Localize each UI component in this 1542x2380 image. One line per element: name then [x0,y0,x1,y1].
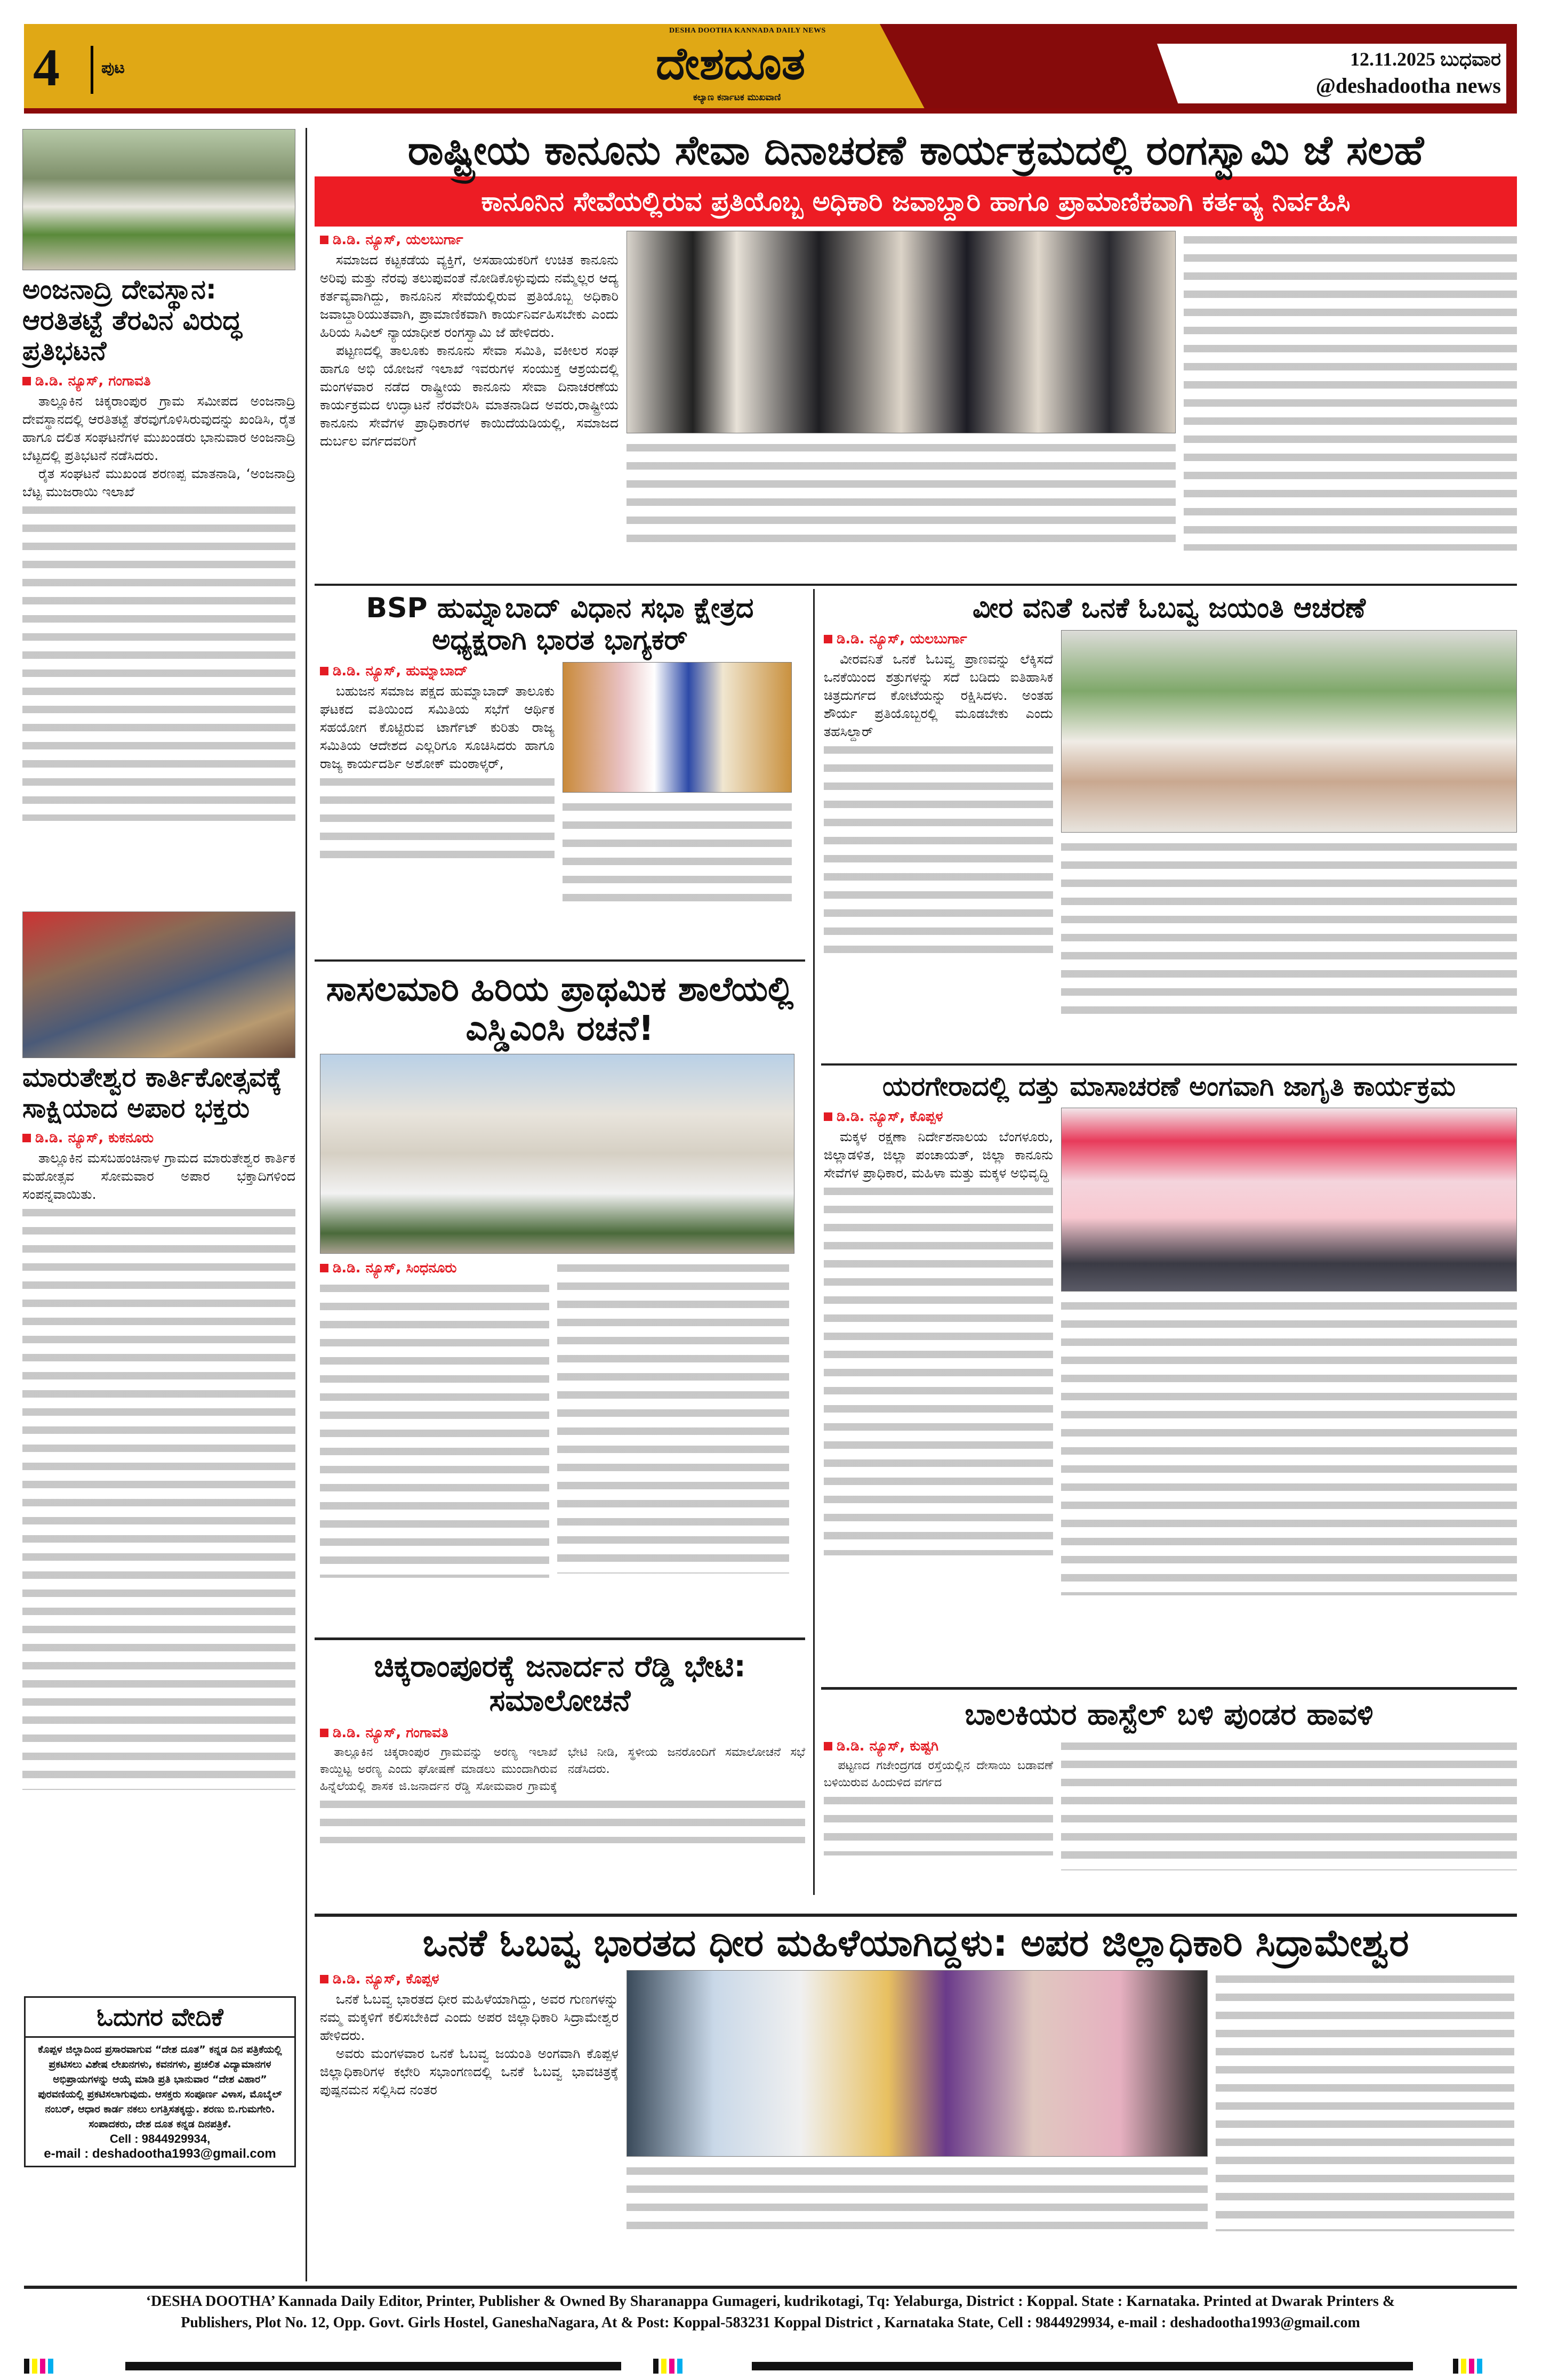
paragraph: ತಾಲ್ಲೂಕಿನ ಚಿಕ್ಕರಾಂಪುರ ಗ್ರಾಮ ಸಮೀಪದ ಅಂಜನಾದ್ರಿ ದೇವಸ್ಥಾನದಲ್ಲಿ ಆರತಿತಟ್ಟೆ ತೆರವುಗೊಳಿಸಿರುವುದನ್ನು ಖಂಡಿಸಿ, ರೈತ ಹಾಗೂ ದಲಿತ ಸಂಘಟನೆಗಳ ಮುಖಂಡರು ಭಾನುವಾರ ಅಂಜನಾದ್ರಿ ಬೆಟ್ಟದಲ್ಲಿ ಪ್ರತಿಭಟನೆ ನಡೆಸಿದರು. [22,393,295,463]
headline-maruteshwar: ಮಾರುತೇಶ್ವರ ಕಾರ್ತಿಕೋತ್ಸವಕ್ಕೆ ಸಾಕ್ಷಿಯಾದ ಅಪಾರ ಭಕ್ತರು [22,1062,282,1124]
byline: ಡಿ.ಡಿ. ನ್ಯೂಸ್, ಹುಮ್ನಾಬಾದ್ [320,662,555,680]
headline-sasalamari: ಸಾಸಲಮಾರಿ ಹಿರಿಯ ಪ್ರಾಥಮಿಕ ಶಾಲೆಯಲ್ಲಿ ಎಸ್ಡಿಎಂಸಿ ರಚನೆ! [326,970,794,1048]
registration-mark [1469,2359,1474,2374]
readers-forum-body: ಕೊಪ್ಪಳ ಜಿಲ್ಲಾದಿಂದ ಪ್ರಸಾರವಾಗುವ “ದೇಶ ದೂತ” ಕನ್ನಡ ದಿನ ಪತ್ರಿಕೆಯಲ್ಲಿ ಪ್ರಕಟಿಸಲು ವಿಶೇಷ ಲೇಖನಗಳು, ಕವನಗಳು, ಪ್ರಚಲಿತ ವಿದ್ಯಾಮಾನಗಳ ಅಭಿಪ್ರಾಯಗಳನ್ನು ಆಯ್ಕೆ ಮಾಡಿ ಪ್ರತಿ ಭಾನುವಾರ “ದೇಶ ವಿಹಾರ” ಪುರವಣಿಯಲ್ಲಿ ಪ್ರಕಟಿಸಲಾಗುವುದು. ಆಸಕ್ತರು ಸಂಪೂರ್ಣ ವಿಳಾಸ, ಮೊಬೈಲ್ ನಂಬರ್, ಆಧಾರ ಕಾರ್ಡ ನಕಲು ಲಗತ್ತಿಸತಕ್ಕದ್ದು. ಶರಣು ಬಿ.ಗುಮಗೇರಿ. ಸಂಪಾದಕರು, ದೇಶ ದೂತ ಕನ್ನಡ ದಿನಪತ್ರಿಕೆ. [38,2044,282,2130]
article-anjanadri [22,129,295,821]
logo-subtitle: ಕಲ್ಯಾಣ ಕರ್ನಾಟಕ ಮುಖವಾಣಿ [693,92,781,103]
paragraph: ಅವರು ಮಂಗಳವಾರ ಒನಕೆ ಓಬವ್ವ ಜಯಂತಿ ಅಂಗವಾಗಿ ಕೊಪ್ಪಳ ಜಿಲ್ಲಾಧಿಕಾರಿಗಳ ಕಛೇರಿ ಸಭಾಂಗಣದಲ್ಲಿ ಒನಕೆ ಓಬವ್ವ ಭಾವಚಿತ್ರಕ್ಕೆ ಪುಷ್ಪನಮನ ಸಲ್ಲಿಸಿದ ನಂತರ [320,2045,619,2097]
printer-bar [125,2362,621,2370]
readers-forum-email: e-mail : deshadootha1993@gmail.com [44,2147,276,2161]
social-handle: @deshadootha news [1315,74,1501,98]
article-yaragera [821,1071,1517,1595]
registration-mark [669,2359,674,2374]
divider [315,1637,805,1640]
article-bsp [315,593,805,905]
registration-mark [661,2359,666,2374]
photo-sdmc [320,1054,794,1254]
divider [315,959,805,962]
readers-forum-cell: Cell : 9844929934, [109,2132,211,2145]
headline-chikkarampur: ಚಿಕ್ಕರಾಂಪೂರಕ್ಕೆ ಜನಾರ್ದನ ರೆಡ್ಡಿ ಭೇಟಿ: ಸಮಾಲೋಚನೆ [374,1649,746,1719]
byline: ಡಿ.ಡಿ. ನ್ಯೂಸ್, ಕೊಪ್ಪಳ [320,1970,619,1988]
divider [24,2286,1517,2289]
divider [821,1063,1517,1066]
byline: ಡಿ.ಡಿ. ನ್ಯೂಸ್, ಸಿಂಧನೂರು [320,1259,549,1277]
text-continuation [1061,838,1517,1014]
text-continuation [320,1279,549,1578]
photo-obavva-tribute [627,1970,1208,2157]
byline: ಡಿ.ಡಿ. ನ್ಯೂಸ್, ಕೊಪ್ಪಳ [824,1108,1053,1126]
registration-mark [1477,2359,1482,2374]
registration-mark [677,2359,682,2374]
headline-main: ರಾಷ್ಟ್ರೀಯ ಕಾನೂನು ಸೇವಾ ದಿನಾಚರಣೆ ಕಾರ್ಯಕ್ರಮದಲ್ಲಿ ರಂಗಸ್ವಾಮಿ ಜೆ ಸಲಹೆ [407,126,1424,174]
printer-bar [752,2362,1413,2370]
byline: ಡಿ.ಡಿ. ನ್ಯೂಸ್, ಕುಷ್ಟಗಿ [824,1737,1053,1755]
registration-mark [48,2359,53,2374]
registration-mark [1453,2359,1458,2374]
registration-mark [653,2359,658,2374]
readers-forum-box [24,1996,296,2167]
divider [91,46,93,94]
text-continuation [1184,231,1517,551]
text-continuation [824,1182,1053,1555]
text-continuation [557,1259,789,1574]
text-continuation [563,798,792,905]
registration-mark [40,2359,45,2374]
article-obavva-koppal [315,1922,1517,2231]
byline: ಡಿ.ಡಿ. ನ್ಯೂಸ್, ಗಂಗಾವತಿ [22,372,295,390]
photo-devotees [22,911,295,1058]
article-maruteshwar [22,911,295,1790]
registration-mark [1461,2359,1466,2374]
text-continuation [1061,1297,1517,1595]
byline: ಡಿ.ಡಿ. ನ್ಯೂಸ್, ಗಂಗಾವತಿ [320,1724,805,1742]
divider [315,1914,1517,1917]
divider [315,584,1517,586]
imprint-footer [24,2291,1517,2334]
column-divider [306,128,307,2281]
text-continuation [627,439,1176,545]
paragraph: ಪಟ್ಟಣದಲ್ಲಿ ತಾಲೂಕು ಕಾನೂನು ಸೇವಾ ಸಮಿತಿ, ವಕೀಲರ ಸಂಘ ಹಾಗೂ ಅಭಿ ಯೋಜನೆ ಇಲಾಖೆ ಇವರುಗಳ ಸಂಯುಕ್ತ ಆಶ್ರಯದಲ್ಲಿ ಮಂಗಳವಾರ ನಡೆದ ರಾಷ್ಟ್ರೀಯ ಕಾನೂನು ಸೇವಾ ದಿನಾಚರಣೆಯ ಕಾರ್ಯಕ್ರಮದ ಉದ್ಘಾಟನೆ ನೆರವೇರಿಸಿ ಮಾತನಾಡಿದ ಅವರು,ರಾಷ್ಟ್ರೀಯ ಕಾನೂನು ಸೇವೆಗಳ ಪ್ರಾಧಿಕಾರಗಳ ಕಾಯಿದೆಯಡಿಯಲ್ಲಿ, ಸಮಾಜದ ದುರ್ಬಲ ವರ್ಗದವರಿಗೆ [320,343,619,449]
byline: ಡಿ.ಡಿ. ನ್ಯೂಸ್, ಯಲಬುರ್ಗಾ [824,630,1053,648]
subheadline-banner: ಕಾನೂನಿನ ಸೇವೆಯಲ್ಲಿರುವ ಪ್ರತಿಯೊಬ್ಬ ಅಧಿಕಾರಿ ಜವಾಬ್ದಾರಿ ಹಾಗೂ ಪ್ರಾಮಾಣಿಕವಾಗಿ ಕರ್ತವ್ಯ ನಿರ್ವಹಿಸಿ [315,176,1517,227]
text-continuation [22,1204,295,1790]
article-sasalamari [315,970,805,1578]
column-divider [813,589,815,1895]
imprint-line: ‘DESHA DOOTHA’ Kannada Daily Editor, Printer, Publisher & Owned By Sharanappa Gumageri, kudrikotagi, Tq: Yelaburga, District : Koppal. State : Karnataka. Printed at Dwarak Printers & [146,2293,1395,2310]
photo-bsp [563,662,792,793]
photo-obavva-jayanti [1061,630,1517,833]
article-hostel [821,1698,1517,1870]
article-main [315,127,1517,551]
byline: ಡಿ.ಡಿ. ನ್ಯೂಸ್, ಕುಕನೂರು [22,1129,295,1147]
paragraph: ತಾಲ್ಲೂಕಿನ ಮಸಬಹಂಚಿನಾಳ ಗ್ರಾಮದ ಮಾರುತೇಶ್ವರ ಕಾರ್ತಿಕ ಮಹೋತ್ಸವ ಸೋಮವಾರ ಅಪಾರ ಭಕ್ತಾದಿಗಳಿಂದ ಸಂಪನ್ನವಾಯಿತು. [22,1150,295,1202]
headline-anjanadri: ಅಂಜನಾದ್ರಿ ದೇವಸ್ಥಾನ: ಆರತಿತಟ್ಟೆ ತೆರವಿನ ವಿರುದ್ಧ ಪ್ರತಿಭಟನೆ [22,274,242,366]
divider [821,1687,1517,1690]
photo-protest [22,129,295,270]
paragraph: ಒನಕೆ ಓಬವ್ವ ಭಾರತದ ಧೀರ ಮಹಿಳೆಯಾಗಿದ್ದು, ಅವರ ಗುಣಗಳನ್ನು ನಮ್ಮ ಮಕ್ಕಳಿಗೆ ಕಲಿಸಬೇಕಿದೆ ಎಂದು ಅಪರ ಜಿಲ್ಲಾಧಿಕಾರಿ ಸಿದ್ರಾಮೇಶ್ವರ ಹೇಳಿದರು. [320,1991,619,2043]
text-continuation [1061,1737,1517,1870]
paragraph: ರೈತ ಸಂಘಟನೆ ಮುಖಂಡ ಶರಣಪ್ಪ ಮಾತನಾಡಿ, ‘ಅಂಜನಾದ್ರಿ ಬೆಟ್ಟ ಮುಜರಾಯಿ ಇಲಾಖೆ [22,465,295,499]
paragraph: ಬಹುಜನ ಸಮಾಜ ಪಕ್ಷದ ಹುಮ್ನಾಬಾದ್ ತಾಲೂಕು ಘಟಕದ ವತಿಯಿಂದ ಸಮಿತಿಯ ಸಭೆಗೆ ಆರ್ಥಿಕ ಸಹಯೋಗ ಕೊಟ್ಟಿರುವ ಟಾರ್ಗೆಟ್ ಕುರಿತು ರಾಜ್ಯ ಸಮಿತಿಯ ಆದೇಶದ ಎಲ್ಲರಿಗೂ ಸೂಚಿಸಿದರು ಹಾಗೂ ರಾಜ್ಯ ಕಾರ್ಯದರ್ಶಿ ಅಶೋಕ್ ಮಂಠಾಳ್ಕರ್, [320,683,555,771]
headline-obavva-jayanti: ವೀರ ವನಿತೆ ಒನಕೆ ಓಬವ್ವ ಜಯಂತಿ ಆಚರಣೆ [972,592,1366,624]
paragraph: ಪಟ್ಟಣದ ಗಜೇಂದ್ರಗಡ ರಸ್ತೆಯಲ್ಲಿನ ದೇಸಾಯಿ ಬಡಾವಣೆ ಬಳಿಯಿರುವ ಹಿಂದುಳಿದ ವರ್ಗದ [824,1759,1053,1790]
byline: ಡಿ.ಡಿ. ನ್ಯೂಸ್, ಯಲಬುರ್ಗಾ [320,231,619,249]
tagline: DESHA DOOTHA KANNADA DAILY NEWS [669,27,826,35]
registration-mark [32,2359,37,2374]
text-continuation [320,1795,805,1843]
page-number: 4 [33,38,60,97]
text-continuation [824,1792,1053,1855]
photo-lamp-lighting [627,231,1176,433]
headline-bsp: BSP ಹುಮ್ನಾಬಾದ್ ವಿಧಾನ ಸಭಾ ಕ್ಷೇತ್ರದ ಅಧ್ಯಕ್ಷರಾಗಿ ಭಾರತ ಭಾಗ್ಯಕರ್ [366,592,754,656]
readers-forum-title: ಓದುಗರ ವೇದಿಕೆ [26,1998,294,2038]
photo-awareness-program [1061,1108,1517,1292]
paragraph: ಮಕ್ಕಳ ರಕ್ಷಣಾ ನಿರ್ದೇಶನಾಲಯ ಬೆಂಗಳೂರು, ಜಿಲ್ಲಾಡಳಿತ, ಜಿಲ್ಲಾ ಪಂಚಾಯತ್, ಜಿಲ್ಲಾ ಕಾನೂನು ಸೇವೆಗಳ ಪ್ರಾಧಿಕಾರ, ಮಹಿಳಾ ಮತ್ತು ಮಕ್ಕಳ ಅಭಿವೃದ್ಧಿ [824,1128,1053,1181]
issue-date: 12.11.2025 ಬುಧವಾರ [1350,49,1501,70]
article-chikkarampur [315,1650,805,1843]
paragraph: ವೀರವನಿತೆ ಒನಕೆ ಓಬವ್ವ ಪ್ರಾಣವನ್ನು ಲೆಕ್ಕಿಸದೆ ಒನಕೆಯಿಂದ ಶತ್ರುಗಳನ್ನು ಸದೆ ಬಡಿದು ಐತಿಹಾಸಿಕ ಚಿತ್ರದುರ್ಗದ ಕೋಟೆಯನ್ನು ರಕ್ಷಿಸಿದಳು. ಅಂತಹ ಶೌರ್ಯ ಪ್ರತಿಯೊಬ್ಬರಲ್ಲಿ ಮೂಡಬೇಕು ಎಂದು ತಹಸಿಲ್ದಾರ್ [824,651,1053,739]
text-continuation [320,773,555,869]
registration-mark [24,2359,29,2374]
headline-hostel: ಬಾಲಕಿಯರ ಹಾಸ್ಟೆಲ್ ಬಳಿ ಪುಂಡರ ಹಾವಳಿ [965,1697,1374,1732]
article-obavva-jayanti [821,593,1517,1014]
headline-yaragera: ಯರಗೇರಾದಲ್ಲಿ ದತ್ತು ಮಾಸಾಚರಣೆ ಅಂಗವಾಗಿ ಜಾಗೃತಿ ಕಾರ್ಯಕ್ರಮ [882,1071,1456,1102]
newspaper-logo: ದೇಶದೂತ [656,37,806,90]
imprint-line: Publishers, Plot No. 12, Opp. Govt. Girls Hostel, GaneshaNagara, At & Post: Koppal-583231 Koppal District , Karnataka State, Cell : 9844929934, e-mail : deshadootha1993@gmail.com [181,2314,1360,2331]
headline-obavva-koppal: ಒನಕೆ ಓಬವ್ವ ಭಾರತದ ಧೀರ ಮಹಿಳೆಯಾಗಿದ್ದಳು: ಅಪರ ಜಿಲ್ಲಾಧಿಕಾರಿ ಸಿದ್ರಾಮೇಶ್ವರ [422,1921,1409,1965]
text-continuation [627,2162,1208,2231]
paragraph: ಸಮಾಜದ ಕಟ್ಟಕಡೆಯ ವ್ಯಕ್ತಿಗೆ, ಅಸಹಾಯಕರಿಗೆ ಉಚಿತ ಕಾನೂನು ಅರಿವು ಮತ್ತು ನೆರವು ತಲುಪುವಂತೆ ನೋಡಿಕೊಳ್ಳುವುದು ನಮ್ಮೆಲ್ಲರ ಆದ್ಯ ಕರ್ತವ್ಯವಾಗಿದ್ದು, ಕಾನೂನಿನ ಸೇವೆಯಲ್ಲಿರುವ ಪ್ರತಿಯೊಬ್ಬ ಅಧಿಕಾರಿ ಜವಾಬ್ದಾರಿಯುತವಾಗಿ, ಪ್ರಾಮಾಣಿಕವಾಗಿ ಕಾರ್ಯನಿರ್ವಹಿಸಬೇಕು ಎಂದು ಹಿರಿಯ ಸಿವಿಲ್ ನ್ಯಾಯಾಧೀಶ ರಂಗಸ್ವಾಮಿ ಜೆ ಹೇಳಿದರು. [320,252,619,341]
page-label: ಪುಟ [101,59,125,77]
paragraph: ತಾಲ್ಲೂಕಿನ ಚಿಕ್ಕರಾಂಪುರ ಗ್ರಾಮವನ್ನು ಅರಣ್ಯ ಇಲಾಖೆ ಕಾಯ್ದಿಟ್ಟ ಅರಣ್ಯ ಎಂದು ಘೋಷಣೆ ಮಾಡಲು ಮುಂದಾಗಿರುವ ಹಿನ್ನೆಲೆಯಲ್ಲಿ ಶಾಸಕ ಜಿ.ಜನಾರ್ದನ ರೆಡ್ಡಿ ಸೋಮವಾರ ಗ್ರಾಮಕ್ಕೆ ಭೇಟಿ ನೀಡಿ, ಸ್ಥಳೀಯ ಜನರೊಂದಿಗೆ ಸಮಾಲೋಚನೆ ಸಭೆ ನಡೆಸಿದರು. [320,1745,805,1793]
text-continuation [824,741,1053,954]
text-continuation [1216,1970,1514,2231]
text-continuation [22,501,295,821]
